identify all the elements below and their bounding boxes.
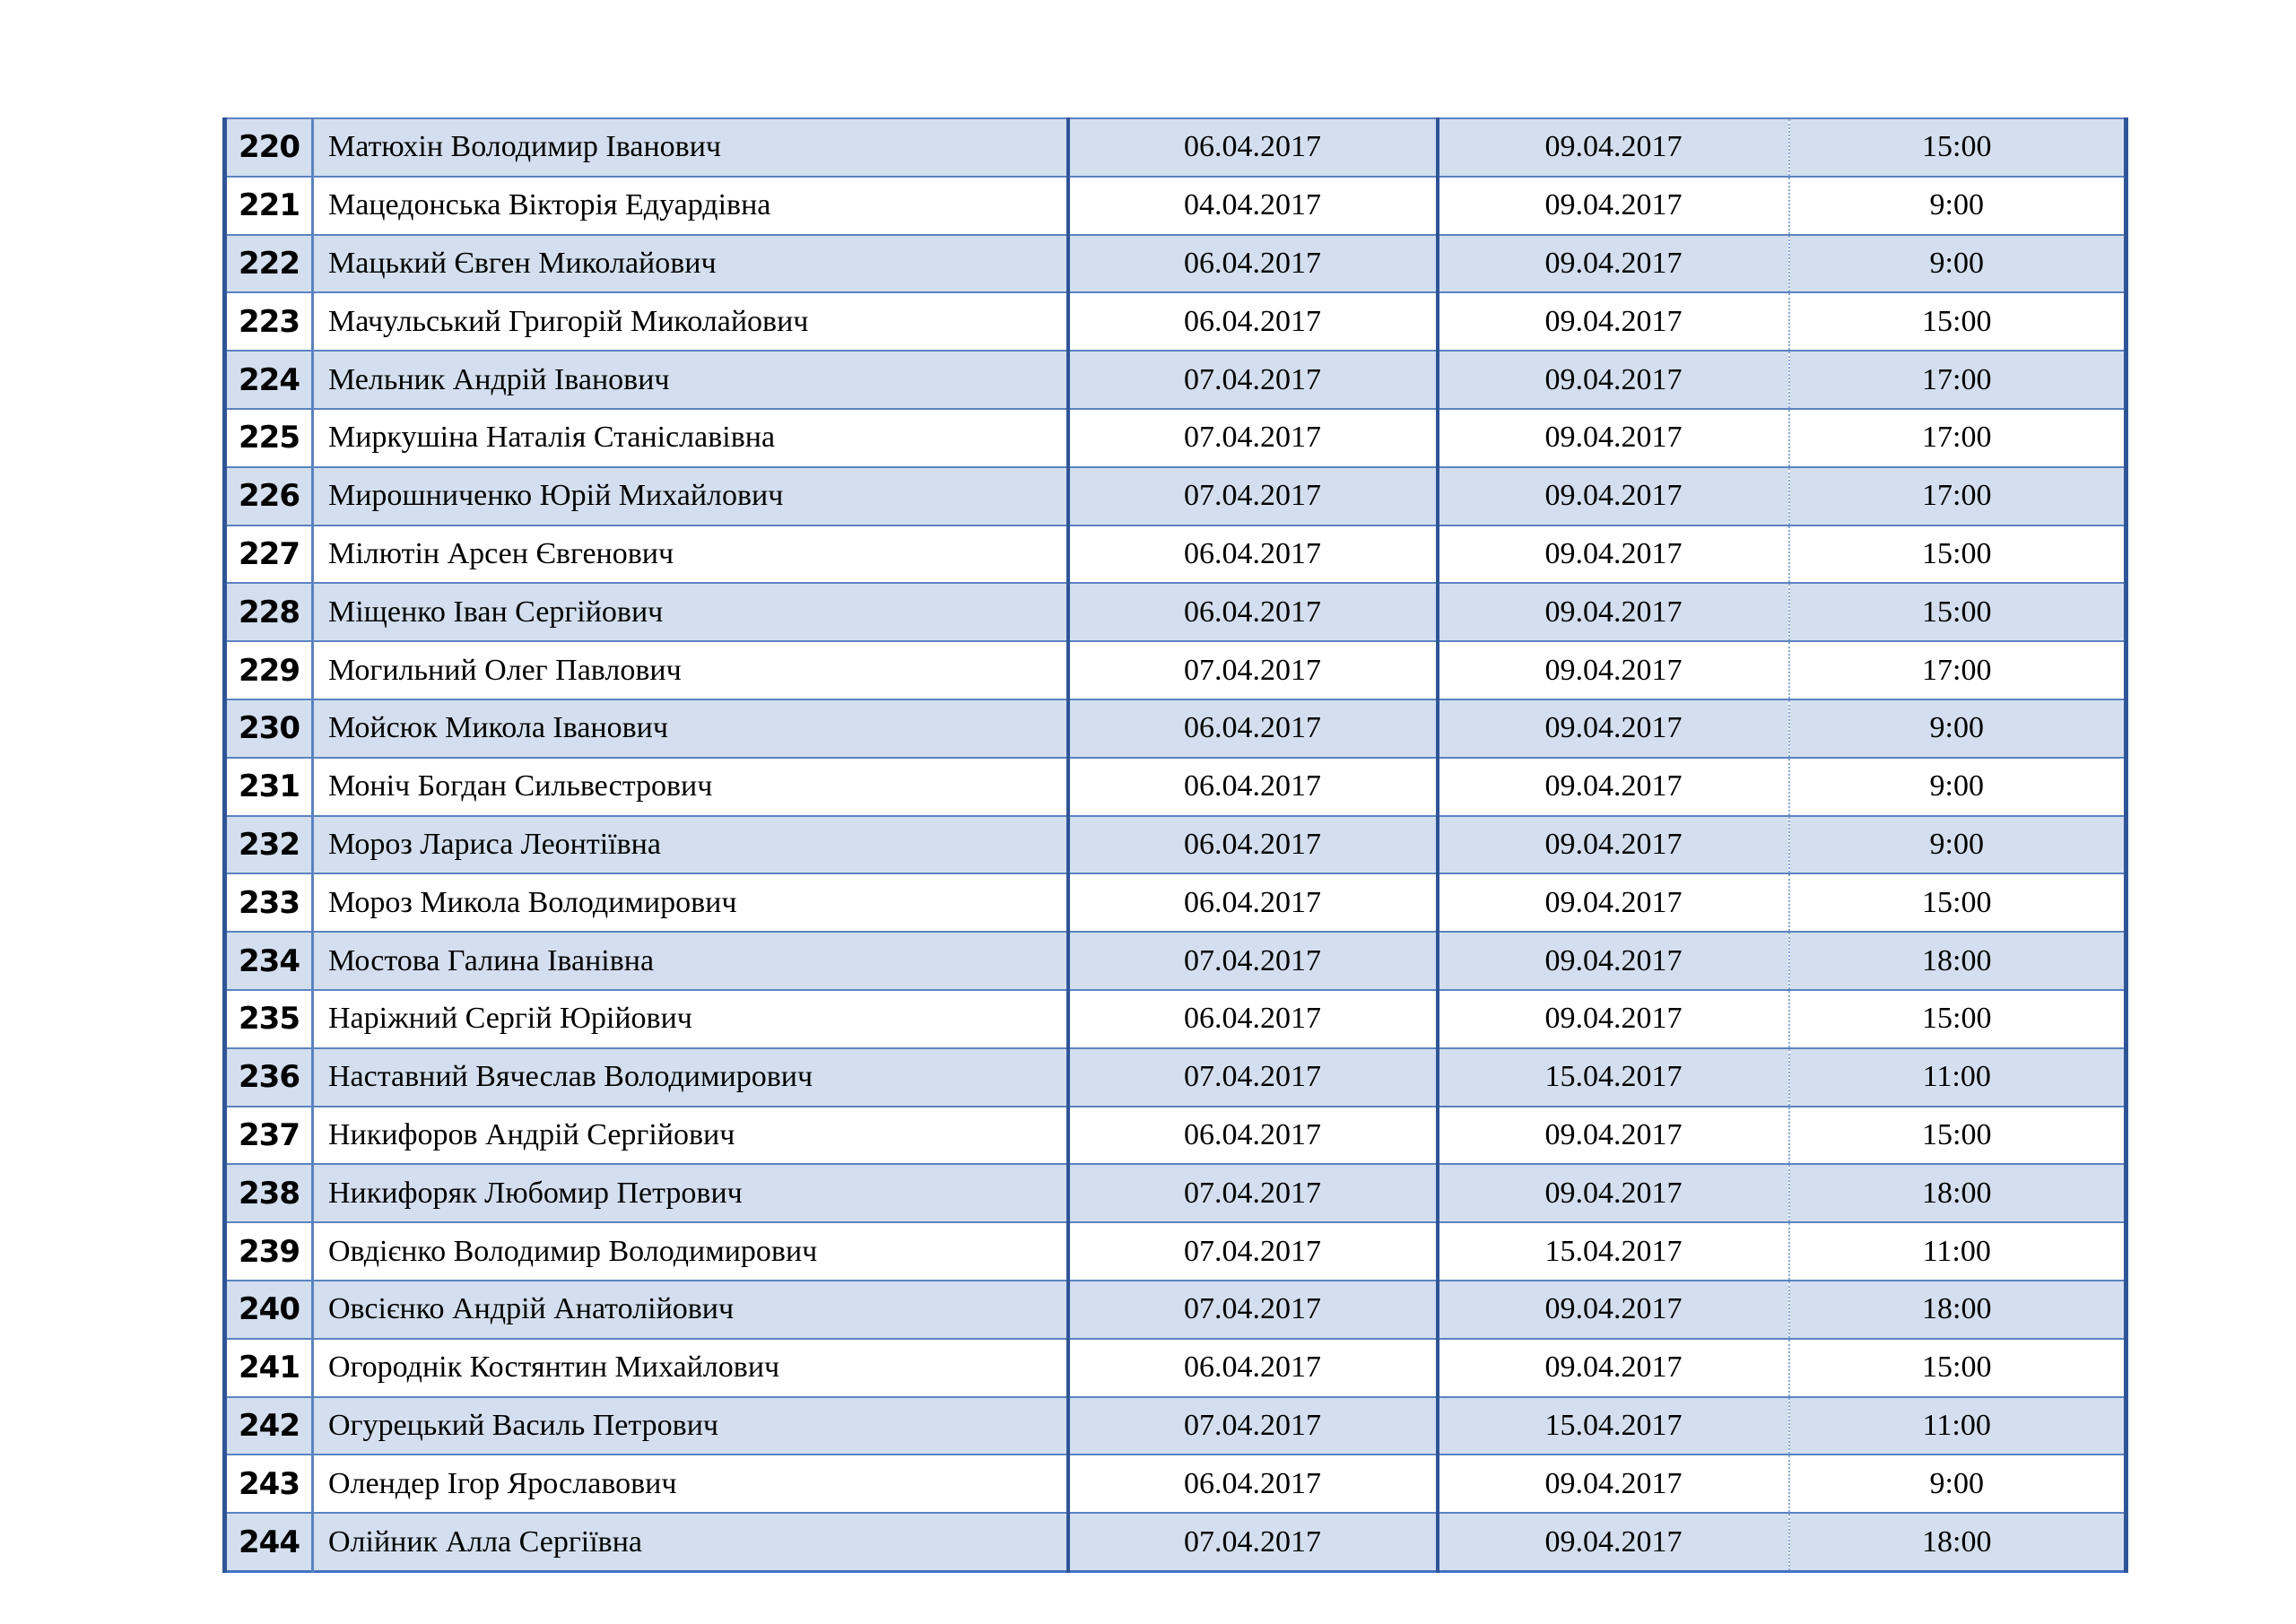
date-second: 09.04.2017: [1438, 873, 1789, 932]
date-first: 07.04.2017: [1068, 409, 1438, 467]
person-name: Наріжний Сергій Юрійович: [313, 990, 1068, 1048]
date-second: 09.04.2017: [1438, 1455, 1789, 1513]
table-row: [225, 583, 2126, 641]
time-cell: 15:00: [1789, 990, 2126, 1048]
row-number: 220: [225, 118, 313, 177]
time-cell: 17:00: [1789, 467, 2126, 525]
person-name: Овдієнко Володимир Володимирович: [313, 1222, 1068, 1281]
date-second: 09.04.2017: [1438, 583, 1789, 641]
table-row: [225, 1164, 2126, 1222]
table-row: [225, 351, 2126, 409]
table-row: [225, 467, 2126, 525]
table-row: [225, 292, 2126, 351]
date-second: 09.04.2017: [1438, 816, 1789, 874]
time-cell: 11:00: [1789, 1048, 2126, 1107]
table-row: [225, 1455, 2126, 1513]
person-name: Міщенко Іван Сергійович: [313, 583, 1068, 641]
person-name: Могильний Олег Павлович: [313, 641, 1068, 699]
table-row: [225, 1397, 2126, 1455]
table-row: [225, 177, 2126, 235]
date-first: 07.04.2017: [1068, 1222, 1438, 1281]
date-first: 06.04.2017: [1068, 1455, 1438, 1513]
date-first: 06.04.2017: [1068, 816, 1438, 874]
time-cell: 11:00: [1789, 1397, 2126, 1455]
row-number: 229: [225, 641, 313, 699]
date-second: 09.04.2017: [1438, 990, 1789, 1048]
table-row: [225, 758, 2126, 816]
row-number: 244: [225, 1513, 313, 1571]
person-name: Матюхін Володимир Іванович: [313, 118, 1068, 177]
person-name: Овсієнко Андрій Анатолійович: [313, 1281, 1068, 1339]
date-first: 06.04.2017: [1068, 292, 1438, 351]
row-number: 233: [225, 873, 313, 932]
row-number: 237: [225, 1107, 313, 1165]
row-number: 234: [225, 932, 313, 990]
row-number: 221: [225, 177, 313, 235]
table-row: [225, 1281, 2126, 1339]
row-number: 223: [225, 292, 313, 351]
row-number: 242: [225, 1397, 313, 1455]
date-second: 09.04.2017: [1438, 932, 1789, 990]
date-first: 06.04.2017: [1068, 235, 1438, 293]
person-name: Никифоров Андрій Сергійович: [313, 1107, 1068, 1165]
person-name: Миркушіна Наталія Станіславівна: [313, 409, 1068, 467]
person-name: Мацький Євген Миколайович: [313, 235, 1068, 293]
date-first: 06.04.2017: [1068, 1107, 1438, 1165]
table-row: [225, 235, 2126, 293]
person-name: Никифоряк Любомир Петрович: [313, 1164, 1068, 1222]
table-row: [225, 990, 2126, 1048]
row-number: 235: [225, 990, 313, 1048]
table-row: [225, 873, 2126, 932]
time-cell: 9:00: [1789, 699, 2126, 758]
table-row: [225, 1107, 2126, 1165]
date-second: 09.04.2017: [1438, 1513, 1789, 1571]
row-number: 231: [225, 758, 313, 816]
time-cell: 15:00: [1789, 583, 2126, 641]
table-row: [225, 409, 2126, 467]
time-cell: 9:00: [1789, 177, 2126, 235]
time-cell: 15:00: [1789, 525, 2126, 584]
date-second: 09.04.2017: [1438, 1107, 1789, 1165]
row-number: 243: [225, 1455, 313, 1513]
person-name: Олійник Алла Сергіївна: [313, 1513, 1068, 1571]
row-number: 225: [225, 409, 313, 467]
person-name: Мирошниченко Юрій Михайлович: [313, 467, 1068, 525]
person-name: Мороз Микола Володимирович: [313, 873, 1068, 932]
date-second: 15.04.2017: [1438, 1048, 1789, 1107]
row-number: 230: [225, 699, 313, 758]
person-name: Мостова Галина Іванівна: [313, 932, 1068, 990]
person-name: Олендер Ігор Ярославович: [313, 1455, 1068, 1513]
table-row: [225, 1048, 2126, 1107]
date-first: 07.04.2017: [1068, 641, 1438, 699]
person-name: Мацедонська Вікторія Едуардівна: [313, 177, 1068, 235]
table-row: [225, 641, 2126, 699]
table-row: [225, 816, 2126, 874]
person-name: Наставний Вячеслав Володимирович: [313, 1048, 1068, 1107]
date-first: 06.04.2017: [1068, 990, 1438, 1048]
person-name: Огороднік Костянтин Михайлович: [313, 1339, 1068, 1397]
date-first: 06.04.2017: [1068, 118, 1438, 177]
roster-table-body: [225, 118, 2126, 1571]
time-cell: 18:00: [1789, 932, 2126, 990]
row-number: 224: [225, 351, 313, 409]
time-cell: 9:00: [1789, 1455, 2126, 1513]
table-row: [225, 699, 2126, 758]
time-cell: 18:00: [1789, 1281, 2126, 1339]
date-second: 09.04.2017: [1438, 1339, 1789, 1397]
table-row: [225, 118, 2126, 177]
date-first: 04.04.2017: [1068, 177, 1438, 235]
date-first: 07.04.2017: [1068, 1164, 1438, 1222]
date-second: 09.04.2017: [1438, 525, 1789, 584]
time-cell: 17:00: [1789, 351, 2126, 409]
time-cell: 15:00: [1789, 1339, 2126, 1397]
date-second: 09.04.2017: [1438, 758, 1789, 816]
table-row: [225, 1513, 2126, 1571]
row-number: 241: [225, 1339, 313, 1397]
time-cell: 9:00: [1789, 235, 2126, 293]
date-first: 06.04.2017: [1068, 758, 1438, 816]
time-cell: 11:00: [1789, 1222, 2126, 1281]
roster-table: [222, 117, 2128, 1573]
date-first: 07.04.2017: [1068, 1513, 1438, 1571]
date-second: 09.04.2017: [1438, 235, 1789, 293]
row-number: 232: [225, 816, 313, 874]
date-first: 06.04.2017: [1068, 583, 1438, 641]
date-first: 07.04.2017: [1068, 351, 1438, 409]
date-second: 15.04.2017: [1438, 1397, 1789, 1455]
date-second: 09.04.2017: [1438, 467, 1789, 525]
person-name: Мороз Лариса Леонтіївна: [313, 816, 1068, 874]
date-first: 06.04.2017: [1068, 1339, 1438, 1397]
date-second: 09.04.2017: [1438, 641, 1789, 699]
person-name: Огурецький Василь Петрович: [313, 1397, 1068, 1455]
date-second: 09.04.2017: [1438, 1164, 1789, 1222]
table-row: [225, 1222, 2126, 1281]
date-second: 09.04.2017: [1438, 699, 1789, 758]
row-number: 239: [225, 1222, 313, 1281]
date-first: 06.04.2017: [1068, 525, 1438, 584]
row-number: 222: [225, 235, 313, 293]
date-second: 09.04.2017: [1438, 351, 1789, 409]
time-cell: 18:00: [1789, 1513, 2126, 1571]
time-cell: 9:00: [1789, 758, 2126, 816]
date-first: 07.04.2017: [1068, 1048, 1438, 1107]
time-cell: 15:00: [1789, 1107, 2126, 1165]
date-first: 07.04.2017: [1068, 467, 1438, 525]
person-name: Мілютін Арсен Євгенович: [313, 525, 1068, 584]
date-first: 06.04.2017: [1068, 699, 1438, 758]
time-cell: 18:00: [1789, 1164, 2126, 1222]
time-cell: 15:00: [1789, 118, 2126, 177]
row-number: 240: [225, 1281, 313, 1339]
table-row: [225, 525, 2126, 584]
date-first: 07.04.2017: [1068, 1397, 1438, 1455]
date-second: 15.04.2017: [1438, 1222, 1789, 1281]
time-cell: 17:00: [1789, 409, 2126, 467]
date-first: 07.04.2017: [1068, 932, 1438, 990]
row-number: 228: [225, 583, 313, 641]
person-name: Мельник Андрій Іванович: [313, 351, 1068, 409]
date-second: 09.04.2017: [1438, 1281, 1789, 1339]
row-number: 236: [225, 1048, 313, 1107]
date-second: 09.04.2017: [1438, 292, 1789, 351]
person-name: Мойсюк Микола Іванович: [313, 699, 1068, 758]
time-cell: 9:00: [1789, 816, 2126, 874]
date-first: 07.04.2017: [1068, 1281, 1438, 1339]
time-cell: 15:00: [1789, 873, 2126, 932]
time-cell: 17:00: [1789, 641, 2126, 699]
table-row: [225, 1339, 2126, 1397]
row-number: 238: [225, 1164, 313, 1222]
person-name: Мачульський Григорій Миколайович: [313, 292, 1068, 351]
date-second: 09.04.2017: [1438, 409, 1789, 467]
time-cell: 15:00: [1789, 292, 2126, 351]
date-second: 09.04.2017: [1438, 118, 1789, 177]
table-row: [225, 932, 2126, 990]
date-first: 06.04.2017: [1068, 873, 1438, 932]
row-number: 227: [225, 525, 313, 584]
date-second: 09.04.2017: [1438, 177, 1789, 235]
person-name: Моніч Богдан Сильвестрович: [313, 758, 1068, 816]
row-number: 226: [225, 467, 313, 525]
